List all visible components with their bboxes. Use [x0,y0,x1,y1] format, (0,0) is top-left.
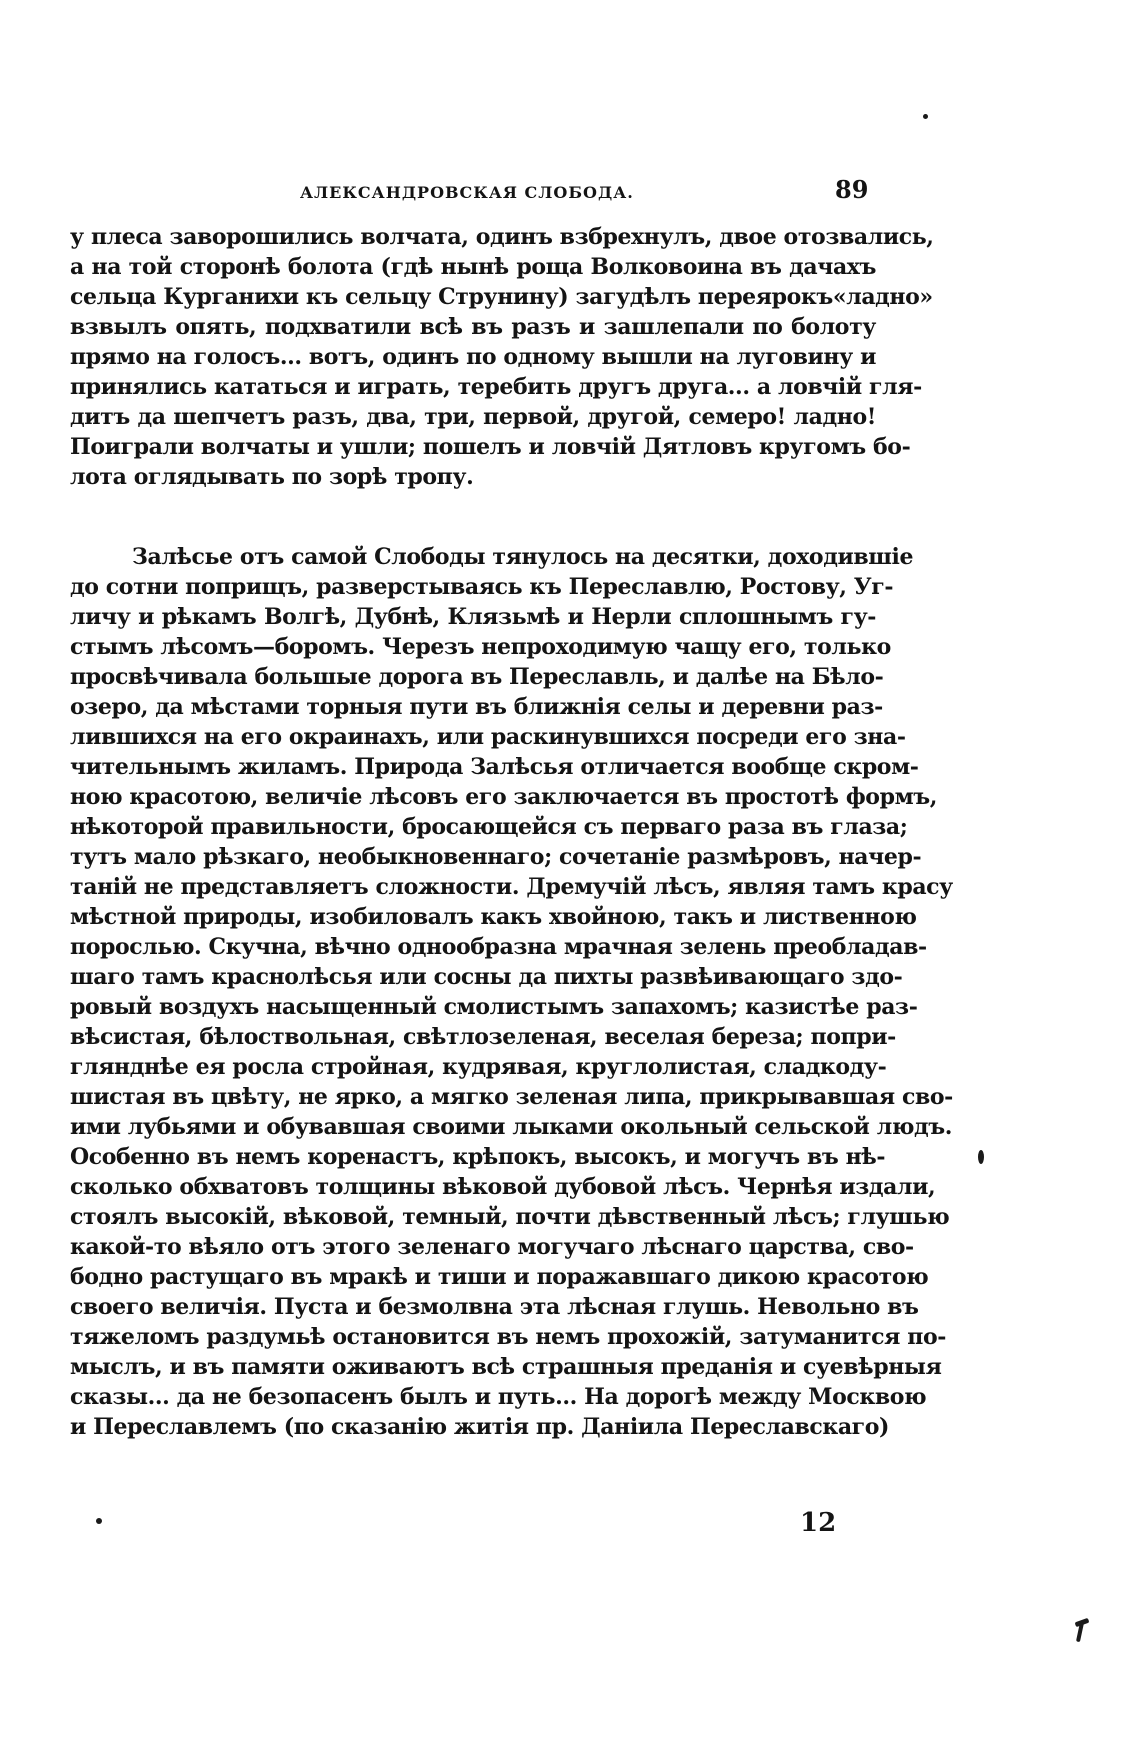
page-number: 89 [835,175,869,204]
text-line: озеро, да мѣстами торныя пути въ ближнія селы и деревни раз- [70,694,883,720]
text-line: шаго тамъ краснолѣсья или сосны да пихты развѣивающаго здо- [70,964,903,990]
text-line: просвѣчивала большые дорога въ Переславль, и далѣе на Бѣло- [70,664,884,690]
text-line: лившихся на его окраинахъ, или раскинувшихся посреди его зна- [70,724,906,750]
text-line: лота оглядывать по зорѣ тропу. [70,464,474,490]
text-line: Особенно въ немъ коренастъ, крѣпокъ, высокъ, и могучъ въ нѣ- [70,1144,886,1170]
text-line: и Переславлемъ (по сказанію житія пр. Даніила Переславскаго) [70,1414,890,1440]
text-line: до сотни поприщъ, разверстываясь къ Переславлю, Ростову, Уг- [70,574,894,600]
text-line: глянднѣе ея росла стройная, кудрявая, круглолистая, сладкоду- [70,1054,887,1080]
text-line: личу и рѣкамъ Волгѣ, Дубнѣ, Клязьмѣ и Нерли сплошнымъ гу- [70,604,876,630]
text-line: сколько обхватовъ толщины вѣковой дубовой лѣсъ. Чернѣя издали, [70,1174,936,1200]
text-line: бодно растущаго въ мракѣ и тиши и поражавшаго дикою красотою [70,1264,929,1290]
text-line: ими лубьями и обувавшая своими лыками окольный сельской людъ. [70,1114,952,1140]
text-line: а на той сторонѣ болота (гдѣ нынѣ роща Волковоина въ дачахъ [70,254,876,280]
text-line: Поиграли волчаты и ушли; пошелъ и ловчій Дятловъ кругомъ бо- [70,434,911,460]
signature-mark: 12 [800,1508,837,1538]
text-line: своего величія. Пуста и безмолвна эта лѣсная глушь. Невольно въ [70,1294,919,1320]
text-line: тяжеломъ раздумьѣ остановится въ немъ прохожій, затуманится по- [70,1324,946,1350]
text-line: тутъ мало рѣзкаго, необыкновеннаго; сочетаніе размѣровъ, начер- [70,844,922,870]
text-line: Залѣсье отъ самой Слободы тянулось на десятки, доходившіе [132,544,914,570]
text-line: порослью. Скучна, вѣчно однообразна мрачная зелень преобладав- [70,934,927,960]
scan-speck [96,1518,102,1524]
text-line: какой-то вѣяло отъ этого зеленаго могучаго лѣснаго царства, сво- [70,1234,914,1260]
text-line: у плеса заворошились волчата, одинъ взбрехнулъ, двое отозвались, [70,224,934,250]
text-line: дитъ да шепчетъ разъ, два, три, первой, другой, семеро! ладно! [70,404,876,430]
text-line: стоялъ высокій, вѣковой, темный, почти дѣвственный лѣсъ; глушью [70,1204,950,1230]
scan-speck [978,1150,984,1164]
text-line: шистая въ цвѣту, не ярко, а мягко зеленая липа, прикрывавшая сво- [70,1084,953,1110]
running-header-title: АЛЕКСАНДРОВСКАЯ СЛОБОДА. [300,183,634,202]
text-line: чительнымъ жиламъ. Природа Залѣсья отличается вообще скром- [70,754,919,780]
text-line: таній не представляетъ сложности. Дремучій лѣсъ, являя тамъ красу [70,874,953,900]
scan-speck [923,114,928,119]
text-line: сказы... да не безопасенъ былъ и путь... На дорогѣ между Москвою [70,1384,927,1410]
text-line: прямо на голосъ... вотъ, одинъ по одному вышли на луговину и [70,344,876,370]
text-line: вѣсистая, бѣлоствольная, свѣтлозеленая, веселая береза; попри- [70,1024,896,1050]
text-line: мѣстной природы, изобиловалъ какъ хвойною, такъ и лиственною [70,904,917,930]
text-line: взвылъ опять, подхватили всѣ въ разъ и зашлепали по болоту [70,314,876,340]
text-line: сельца Курганихи къ сельцу Струнину) загудѣлъ переярокъ«ладно» [70,284,933,310]
text-line: ною красотою, величіе лѣсовъ его заключается въ простотѣ формъ, [70,784,938,810]
text-line: стымъ лѣсомъ—боромъ. Черезъ непроходимую чащу его, только [70,634,891,660]
text-line: нѣкоторой правильности, бросающейся съ перваго раза въ глаза; [70,814,908,840]
text-line: мыслъ, и въ памяти оживаютъ всѣ страшныя преданія и суевѣрныя [70,1354,942,1380]
text-line: принялись кататься и играть, теребить другъ друга... а ловчій гля- [70,374,922,400]
text-line: ровый воздухъ насыщенный смолистымъ запахомъ; казистѣе раз- [70,994,918,1020]
